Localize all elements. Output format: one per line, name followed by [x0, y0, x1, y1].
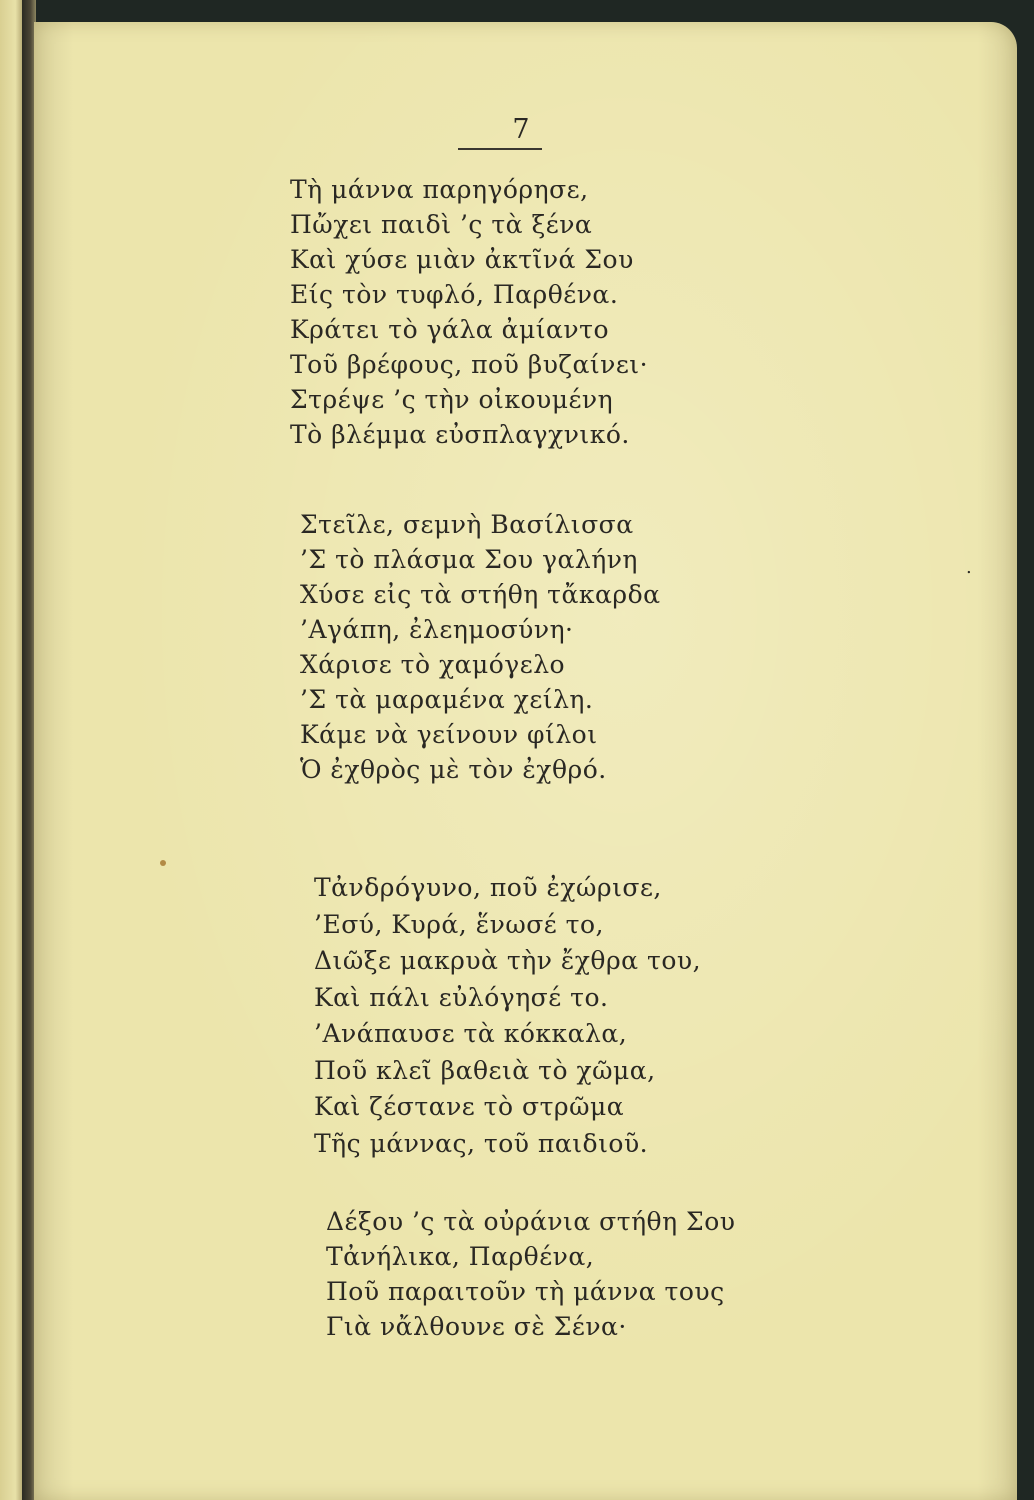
poem-line: Διῶξε μακρυὰ τὴν ἔχθρα του, [314, 946, 702, 975]
poem-line: Γιὰ νἄλθουνε σὲ Σένα· [326, 1312, 627, 1341]
poem-line: Τοῦ βρέφους, ποῦ βυζαίνει· [290, 350, 649, 379]
poem-line: ’Ανάπαυσε τὰ κόκκαλα, [314, 1019, 628, 1048]
poem-line: Καὶ χύσε μιὰν ἀκτῖνά Σου [290, 245, 634, 274]
poem-line: Χάρισε τὸ χαμόγελο [300, 650, 566, 679]
poem-line: ’Εσύ, Κυρά, ἕνωσέ το, [314, 909, 604, 939]
poem-line: Στρέψε ’ς τὴν οἰκουμένη [290, 385, 614, 414]
page-number: 7 [512, 114, 530, 145]
page-number-rule [458, 148, 542, 150]
poem-line: Τῆς μάννας, τοῦ παιδιοῦ. [314, 1128, 649, 1158]
poem-line: ’Αγάπη, ἐλεημοσύνη· [300, 615, 574, 644]
poem-line: Καὶ πάλι εὐλόγησέ το. [314, 982, 609, 1012]
stanza-4 [326, 1204, 735, 1344]
poem-line: Δέξου ’ς τὰ οὐράνια στήθη Σου [326, 1207, 736, 1236]
poem-line: Τἀνδρόγυνο, ποῦ ἐχώρισε, [314, 873, 662, 902]
poem-line: Ποῦ παραιτοῦν τὴ μάννα τους [326, 1277, 725, 1306]
poem-line: Καὶ ζέστανε τὸ στρῶμα [314, 1092, 625, 1121]
stanza-2 [300, 507, 661, 787]
poem-line: Ποῦ κλεῖ βαθειὰ τὸ χῶμα, [314, 1055, 656, 1085]
poem-line: Είς τὸν τυφλό, Παρθένα. [290, 280, 619, 309]
poem-line: Ὁ ἐχθρὸς μὲ τὸν ἐχθρό. [300, 755, 607, 784]
poem-line: Πὤχει παιδὶ ’ς τὰ ξένα [290, 210, 593, 239]
stanza-1 [290, 172, 648, 452]
stanza-3 [314, 870, 701, 1162]
poem-line: ’Σ τὰ μαραμένα χείλη. [300, 685, 594, 714]
margin-mark: . [966, 557, 972, 578]
poem-line: ’Σ τὸ πλάσμα Σου γαλήνη [300, 545, 638, 574]
poem-line: Στεῖλε, σεμνὴ Βασίλισσα [300, 510, 634, 539]
poem-line: Χύσε εἰς τὰ στήθη τἄκαρδα [300, 580, 661, 609]
poem-line: Τὸ βλέμμα εὐσπλαγχνικό. [290, 420, 630, 449]
facing-page-edge [0, 0, 22, 1500]
poem-line: Τὴ μάννα παρηγόρησε, [290, 175, 589, 204]
poem-line: Τἀνήλικα, Παρθένα, [326, 1242, 595, 1271]
book-page [34, 22, 1017, 1500]
poem-line: Κάμε νὰ γείνουν φίλοι [300, 720, 598, 749]
margin-dot [160, 860, 166, 866]
poem-line: Κράτει τὸ γάλα ἀμίαντο [290, 315, 610, 344]
